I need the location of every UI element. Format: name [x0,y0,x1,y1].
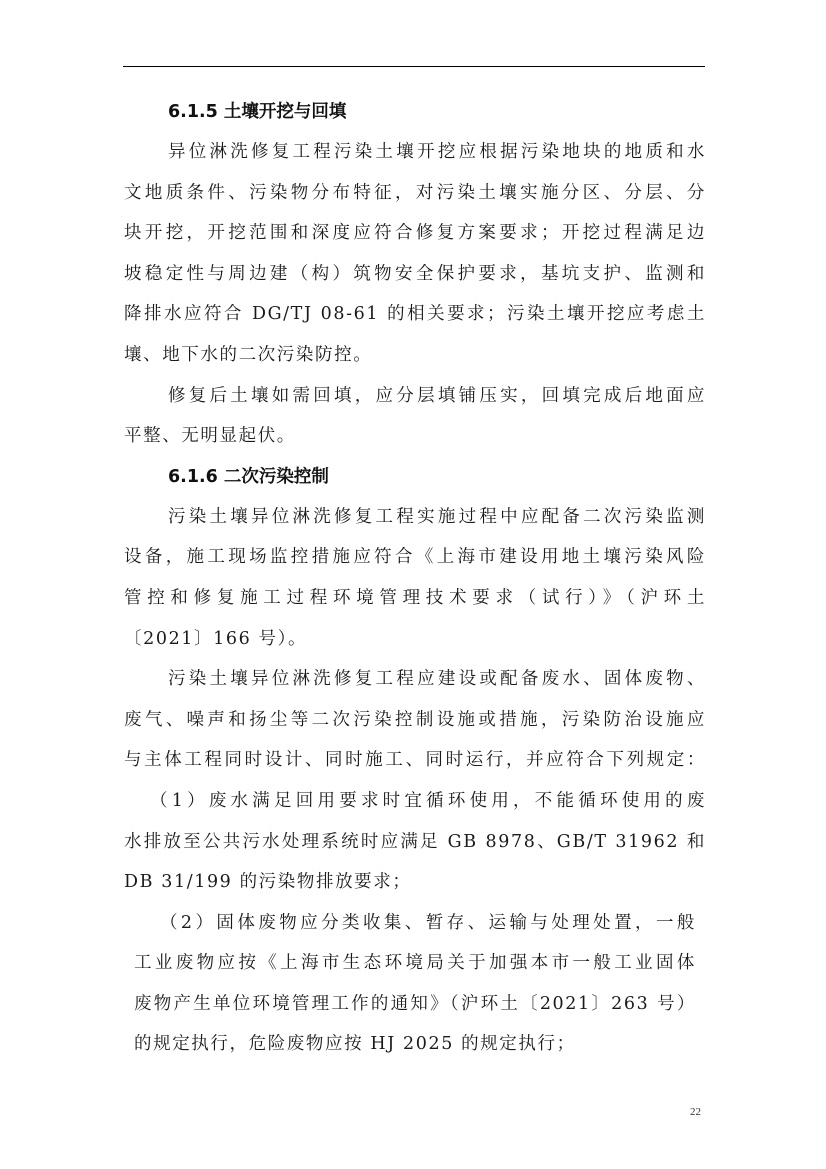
text-line: 污染土壤异位淋洗修复工程应建设或配备废水、固体废物、 [168,669,706,690]
text-line: 块开挖，开挖范围和深度应符合修复方案要求；开挖过程满足边 [124,223,706,244]
text-line: DB 31/199 的污染物排放要求； [124,872,412,893]
text-line: 水排放至公共污水处理系统时应满足 GB 8978、GB/T 31962 和 [124,831,706,852]
paragraph-control-facilities [124,659,706,781]
text-line: 异位淋洗修复工程污染土壤开挖应根据污染地块的地质和水 [168,142,706,162]
text-line: 修复后土壤如需回填，应分层填铺压实，回填完成后地面应 [168,385,706,406]
text-line: 壤、地下水的二次污染防控。 [124,344,373,365]
page-number: 22 [690,1106,701,1118]
text-line: 管控和修复施工过程环境管理技术要求（试行）》（沪环土 [124,587,706,608]
text-line: 设备，施工现场监控措施应符合《上海市建设用地土壤污染风险 [124,547,706,568]
text-line: 工业废物应按《上海市生态环境局关于加强本市一般工业固体 [134,953,696,974]
paragraph-monitoring [124,497,706,659]
text-line: 污染土壤异位淋洗修复工程实施过程中应配备二次污染监测 [168,506,706,527]
text-line: 坡稳定性与周边建（构）筑物安全保护要求，基坑支护、监测和 [124,263,706,284]
text-line: （2）固体废物应分类收集、暂存、运输与处理处置，一般 [160,912,696,933]
text-line: 降排水应符合 DG/TJ 08-61 的相关要求；污染土壤开挖应考虑土 [124,304,706,325]
header-rule [123,66,705,67]
text-line: 废物产生单位环境管理工作的通知》（沪环土〔2021〕263 号） [134,993,696,1014]
text-line: 废气、噪声和扬尘等二次污染控制设施或措施，污染防治设施应 [124,709,706,730]
section-heading-6-1-5: 6.1.5 土壤开挖与回填 [168,102,347,122]
section-heading-6-1-6: 6.1.6 二次污染控制 [168,466,329,487]
list-item-solid-waste [124,903,696,1065]
page-content [124,92,706,1065]
text-line: 平整、无明显起伏。 [124,426,296,447]
text-line: 的规定执行，危险废物应按 HJ 2025 的规定执行； [134,1034,576,1055]
text-line: 〔2021〕166 号）。 [124,628,308,649]
list-item-wastewater [124,781,706,903]
text-line: （1）废水满足回用要求时宜循环使用，不能循环使用的废 [150,790,706,811]
paragraph-backfill [124,376,706,457]
text-line: 文地质条件、污染物分布特征，对污染土壤实施分区、分层、分 [124,182,706,203]
text-line: 与主体工程同时设计、同时施工、同时运行，并应符合下列规定： [124,750,706,771]
paragraph-excavation [124,132,706,376]
